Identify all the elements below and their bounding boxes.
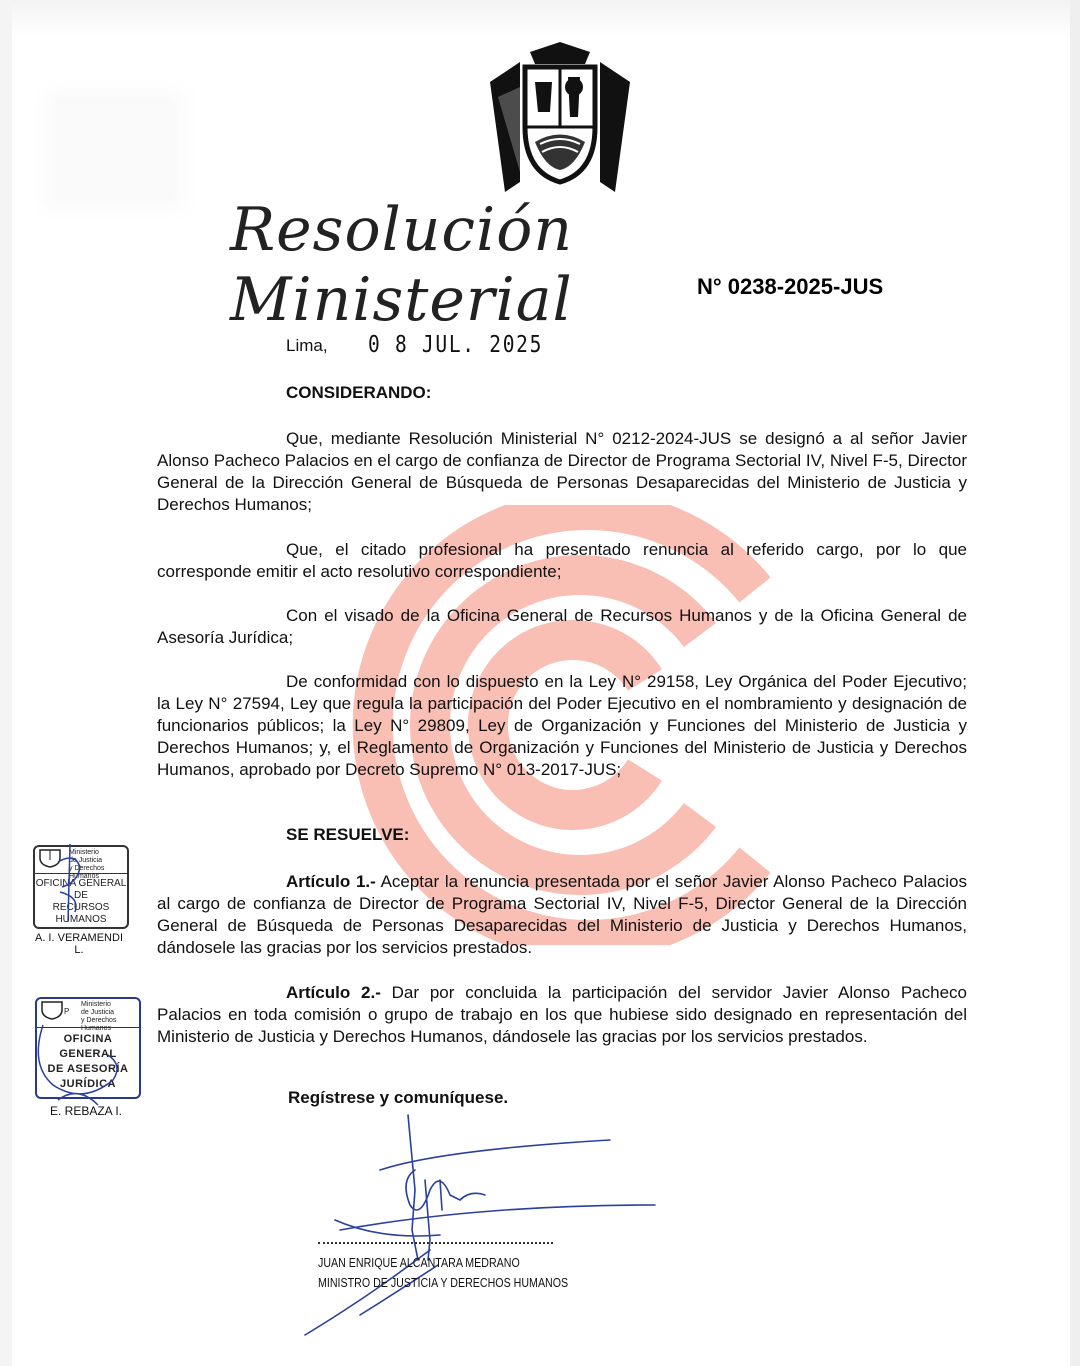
- stamp-line: DE: [74, 890, 88, 901]
- scan-edge-right: [1070, 0, 1080, 1366]
- article-label: Artículo 1.-: [286, 872, 376, 891]
- stamp-header-line: y Derechos Humanos: [81, 1017, 117, 1032]
- signatory-title: MINISTRO DE JUSTICIA Y DERECHOS HUMANOS: [318, 1275, 569, 1290]
- considerando-paragraph: Que, el citado profesional ha presentado renuncia al referido cargo, por lo que corresponde emitir el acto resolutivo correspondiente;: [157, 540, 967, 581]
- considerando-paragraph: Que, mediante Resolución Ministerial N° 0212-2024-JUS se designó a al señor Javier Alonso Pacheco Palacios en el cargo de confianza de Director de Programa Sectorial IV, Nivel F-5, Director General de la Dirección General de Búsqueda de Personas Desaparecidas del Ministerio de Justicia y Derechos Humanos;: [157, 429, 967, 514]
- article-text: Dar por concluida la participación del servidor Javier Alonso Pacheco Palacios en toda comisión o grupo de trabajo en los que hubiese sido designado en representación del Ministerio de Justicia y Derechos Humanos, dándosele las gracias por los servicios prestados.: [157, 983, 967, 1046]
- date-stamp: 0 8 JUL. 2025: [368, 332, 544, 358]
- resolution-number: N° 0238-2025-JUS: [697, 274, 884, 299]
- article-1: [157, 871, 967, 959]
- stamp-header-line: de Justicia: [69, 857, 103, 864]
- stamp-header-line: Ministerio: [69, 849, 99, 856]
- scan-edge-left: [0, 0, 12, 1366]
- se-resuelve-heading: SE RESUELVE:: [286, 825, 410, 844]
- date-place: Lima,: [286, 336, 328, 355]
- document-title: Resolución Ministerial: [230, 195, 573, 335]
- stamp-header-line: Ministerio: [81, 1001, 111, 1008]
- article-label: Artículo 2.-: [286, 983, 381, 1002]
- considerando-paragraph: Con el visado de la Oficina General de Recursos Humanos y de la Oficina General de Asesoría Jurídica;: [157, 606, 967, 647]
- article-text: Aceptar la renuncia presentada por el señor Javier Alonso Pacheco Palacios al cargo de confianza de Director de Programa Sectorial IV, Nivel F-5, Director General de la Dirección General de Búsqueda de Personas Desaparecidas del Ministerio de Justicia y Derechos Humanos, dándosele las gracias por los servicios prestados.: [157, 872, 967, 957]
- scan-smudge: [45, 90, 185, 210]
- stamp-line: OFICINA: [63, 1033, 113, 1045]
- coat-of-arms-icon: [480, 42, 640, 192]
- initial-scribble: [50, 842, 90, 932]
- svg-text:P: P: [64, 1007, 70, 1016]
- signatory-name: JUAN ENRIQUE ALCANTARA MEDRANO: [318, 1255, 520, 1270]
- considerando-heading: CONSIDERANDO:: [286, 383, 432, 402]
- initial-scribble: [28, 1005, 138, 1115]
- stamp-line: OFICINA GENERAL: [35, 878, 127, 889]
- stamp-header-line: de Justicia: [81, 1009, 115, 1016]
- stamp-header-line: y Derechos Humanos: [69, 865, 105, 880]
- stamp-line: DE ASESORÍA: [47, 1063, 129, 1075]
- stamp-line: JURÍDICA: [60, 1078, 116, 1090]
- stamp-line: GENERAL: [59, 1048, 117, 1060]
- handwritten-signature: [300, 1110, 660, 1340]
- stamp-initials: E. REBAZA I.: [49, 1104, 123, 1118]
- article-2: [157, 982, 967, 1048]
- scan-edge-top: [0, 0, 1080, 38]
- signature-line: [318, 1242, 553, 1244]
- stamp-initials: A. I. VERAMENDI L.: [34, 932, 124, 956]
- closing-formula: Regístrese y comuníquese.: [288, 1088, 509, 1107]
- considerando-paragraph: De conformidad con lo dispuesto en la Ley N° 29158, Ley Orgánica del Poder Ejecutivo; la Ley N° 27594, Ley que regula la participación del Poder Ejecutivo en el nombramiento y designación de funcionarios públicos; la Ley N° 29809, Ley de Organización y Funciones del Ministerio de Justicia y Derechos Humanos; y, el Reglamento de Organización y Funciones del Ministerio de Justicia y Derechos Humanos, aprobado por Decreto Supremo N° 013-2017-JUS;: [157, 672, 967, 779]
- stamp-line: RECURSOS HUMANOS: [52, 902, 110, 925]
